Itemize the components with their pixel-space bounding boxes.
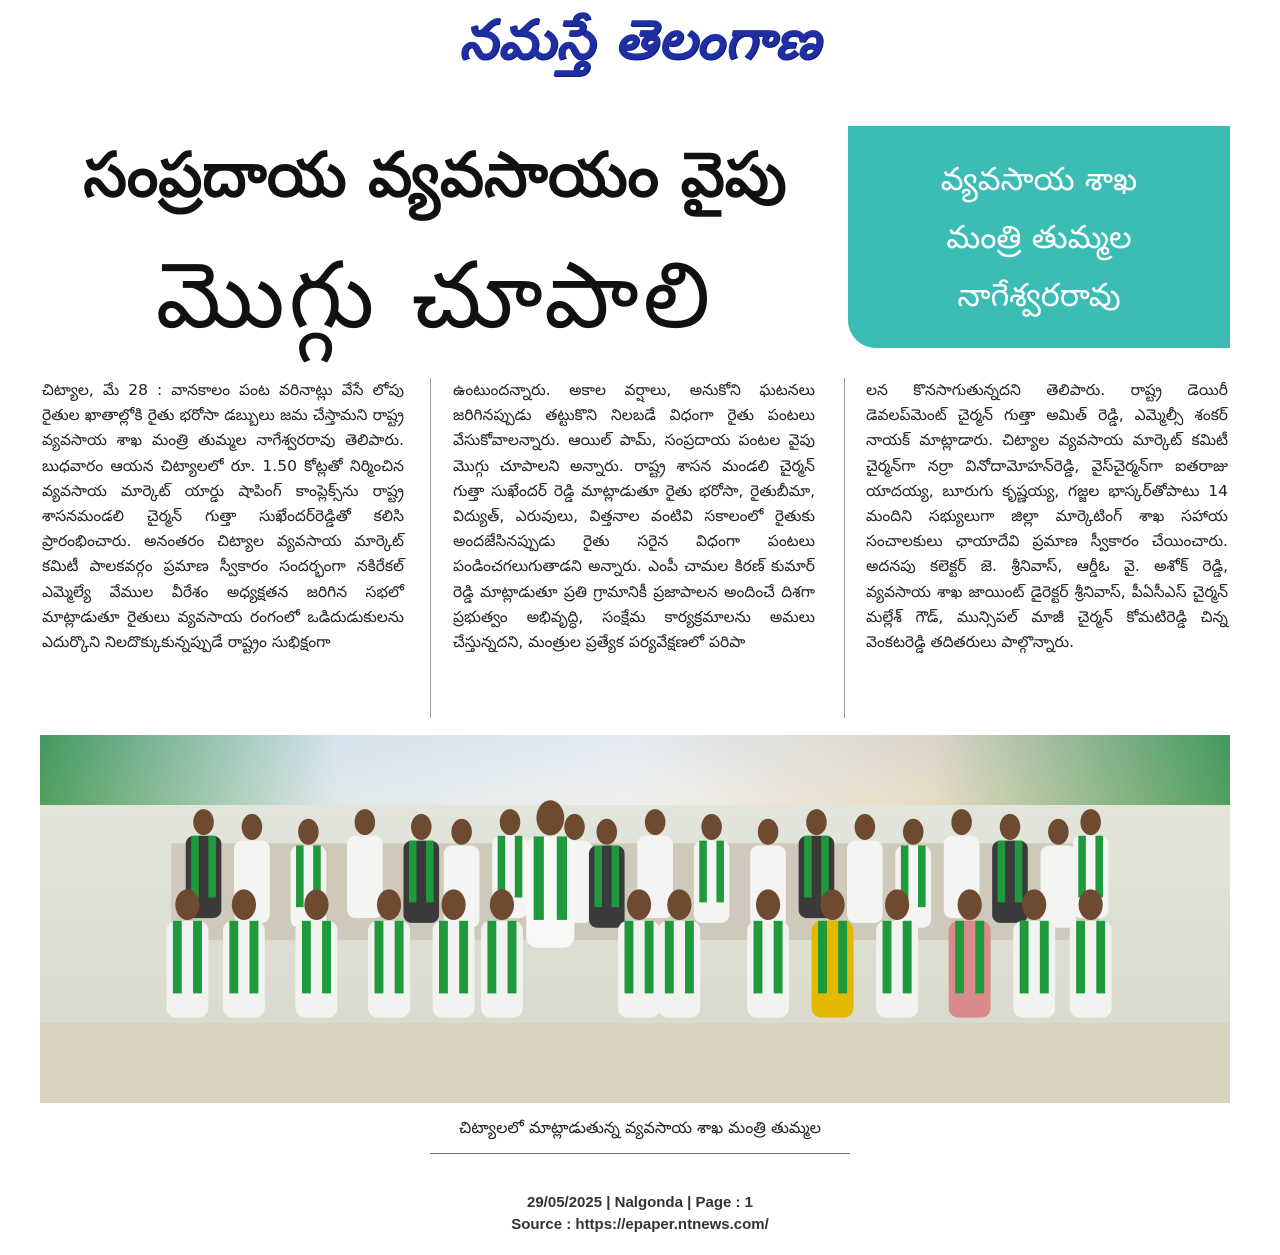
headline-line-1: సంప్రదాయ వ్యవసాయం వైపు <box>83 138 787 211</box>
article-column-1-text: చిట్యాల, మే 28 : వానకాలం పంట వరినాట్లు వేసే లోపు రైతుల ఖాతాల్లోకి రైతు భరోసా డబ్బులు జమ చేస్తామని రాష్ట్ర వ్యవసాయ శాఖ మంత్రి తుమ్మల నాగేశ్వరరావు తెలిపారు. బుధవారం ఆయన చిట్యాలలో రూ. 1.50 కోట్లతో నిర్మించిన వ్యవసాయ మార్కెట్ యార్డు షాపింగ్ కాంప్లెక్స్‌ను రాష్ట్ర శాసనమండలి చైర్మన్ గుత్తా సుఖేందర్‌రెడ్డితో కలిసి ప్రారంభించారు. అనంతరం చిట్యాల వ్యవసాయ మార్కెట్ కమిటీ పాలకవర్గం ప్రమాణ స్వీకారం సందర్భంగా నకిరేకల్ ఎమ్మెల్యే వేముల వీరేశం అధ్యక్షతన జరిగిన సభలో మాట్లాడుతూ రైతులు వ్యవసాయ రంగంలో ఒడిదుడుకులను ఎదుర్కొని నిలదొక్కుకున్నప్పుడే రాష్ట్రం సుభిక్షంగా <box>42 381 404 652</box>
article-column-3-text: లన కొనసాగుతున్నదని తెలిపారు. రాష్ట్ర డెయిరీ డెవలప్‌మెంట్ చైర్మన్ గుత్తా అమిత్ రెడ్డి, ఎమ్మెల్సీ శంకర్ నాయక్ మాట్లాడారు. చిట్యాల వ్యవసాయ మార్కెట్ కమిటీ చైర్మన్‌గా నర్రా వినోదామోహన్‌రెడ్డి, వైస్‌చైర్మన్‌గా ఐతరాజు యాదయ్య, బూరుగు కృష్ణయ్య, గజ్జల భాస్కర్‌తోపాటు 14 మందిని సభ్యులుగా జిల్లా మార్కెటింగ్ శాఖ సహాయ సంచాలకులు ఛాయాదేవి ప్రమాణ స్వీకారం చేయించారు. అదనపు కలెక్టర్ జె. శ్రీనివాస్, ఆర్డీఓ వై. అశోక్ రెడ్డి, వ్యవసాయ శాఖ జాయింట్ డైరెక్టర్ శ్రీనివాస్, పీఏసీఎస్ చైర్మన్ మల్లేశ్ గౌడ్, మున్సిపల్ మాజీ చైర్మన్ కోమటిరెడ్డి చిన్న వెంకటరెడ్డి తదితరులు పాల్గొన్నారు. <box>866 381 1228 652</box>
person-figure <box>589 819 625 928</box>
column-divider <box>430 378 431 718</box>
article-column-1 <box>42 378 404 655</box>
article-column-2 <box>453 378 815 655</box>
person-figure <box>847 814 883 923</box>
minister-name-box <box>848 126 1230 348</box>
column-divider <box>844 378 845 718</box>
headline-line-2: మొగ్గు చూపాలి <box>155 242 715 349</box>
article-column-3 <box>866 378 1228 655</box>
person-figure <box>1041 819 1077 928</box>
person-figure <box>694 814 730 923</box>
minister-box-line-2: మంత్రి తుమ్మల <box>946 218 1132 256</box>
article-column-2-text: ఉంటుందన్నారు. అకాల వర్షాలు, అనుకోని ఘటనలు జరిగినప్పుడు తట్టుకొని నిలబడే విధంగా రైతు పంటలు వేసుకోవాలన్నారు. ఆయిల్ పామ్, సంప్రదాయ పంటల వైపు మొగ్గు చూపాలని అన్నారు. రాష్ట్ర శాసన మండలి చైర్మన్ గుత్తా సుఖేందర్ రెడ్డి మాట్లాడుతూ రైతు భరోసా, రైతుబీమా, విద్యుత్, ఎరువులు, విత్తనాల వంటివి సకాలంలో రైతుకు అందజేసినప్పుడు రైతు సరైన విధంగా పంటలు పండించగలుగుతాడని అన్నారు. ఎంపీ చామల కిరణ్ కుమార్ రెడ్డి మాట్లాడుతూ ప్రతి గ్రామానికీ ప్రజాపాలన అందించే దిశగా ప్రభుత్వం అభివృద్ధి, సంక్షేమ కార్యక్రమాలను అమలు చేస్తున్నదని, మంత్రుల ప్రత్యేక పర్యవేక్షణలో పరిపా <box>453 381 815 652</box>
stage-floor <box>40 1023 1230 1103</box>
event-photo <box>40 735 1230 1103</box>
footer-source: Source : https://epaper.ntnews.com/ <box>511 1216 769 1233</box>
newspaper-masthead: నమస్తే తెలంగాణ <box>459 8 821 71</box>
minister-box-line-3: నాగేశ్వరరావు <box>957 276 1121 314</box>
footer-date-edition: 29/05/2025 | Nalgonda | Page : 1 <box>527 1194 753 1211</box>
crowd-illustration <box>40 795 1230 1045</box>
photo-caption: చిట్యాలలో మాట్లాడుతున్న వ్యవసాయ శాఖ మంత్రి తుమ్మల <box>430 1118 850 1154</box>
person-figure <box>403 814 439 923</box>
page-footer <box>0 1192 1280 1236</box>
people-group <box>166 800 1111 1017</box>
minister-box-line-1: వ్యవసాయ శాఖ <box>940 160 1138 198</box>
